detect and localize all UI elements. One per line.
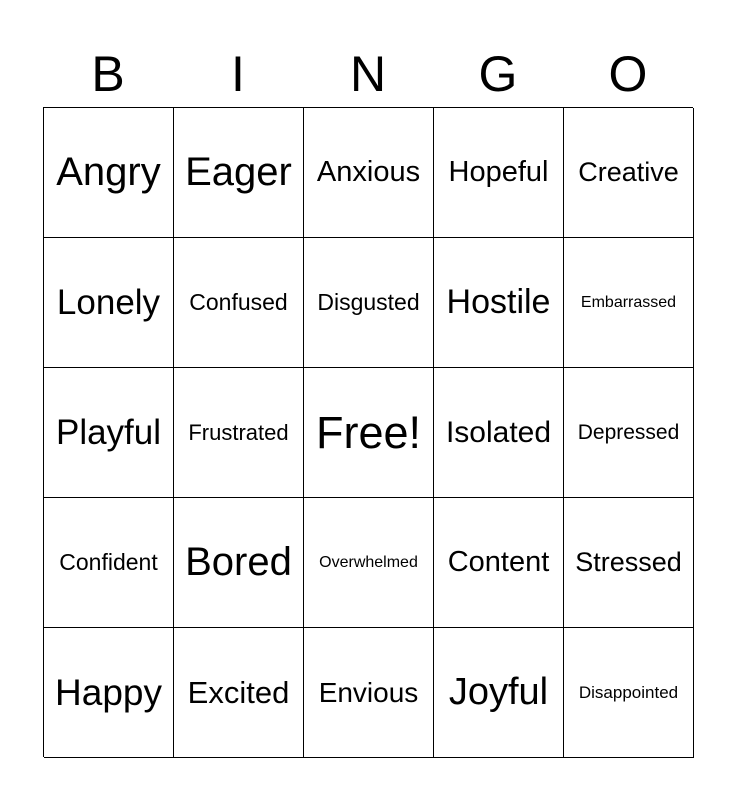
bingo-cell[interactable] bbox=[174, 238, 304, 368]
bingo-cell[interactable] bbox=[434, 108, 564, 238]
cell-label: Disappointed bbox=[578, 682, 679, 702]
cell-label: Frustrated bbox=[188, 419, 289, 445]
cell-label: Excited bbox=[187, 674, 290, 710]
cell-label: Creative bbox=[578, 157, 679, 187]
bingo-cell[interactable] bbox=[174, 628, 304, 758]
bingo-cell[interactable] bbox=[564, 238, 694, 368]
header-letter-n: N bbox=[349, 46, 387, 102]
bingo-cell[interactable] bbox=[564, 498, 694, 628]
bingo-cell[interactable] bbox=[44, 498, 174, 628]
bingo-cell[interactable] bbox=[564, 108, 694, 238]
bingo-cell[interactable] bbox=[434, 238, 564, 368]
bingo-cell[interactable] bbox=[304, 108, 434, 238]
cell-label: Content bbox=[447, 546, 550, 578]
header-letter-b: B bbox=[91, 46, 125, 102]
bingo-cell[interactable] bbox=[44, 368, 174, 498]
header-letter-g: G bbox=[478, 46, 518, 102]
bingo-cell[interactable] bbox=[434, 368, 564, 498]
cell-label: Confident bbox=[59, 549, 158, 575]
bingo-cell[interactable] bbox=[434, 498, 564, 628]
cell-label: Envious bbox=[318, 676, 419, 708]
bingo-cell[interactable] bbox=[44, 108, 174, 238]
cell-label: Angry bbox=[56, 150, 161, 194]
bingo-cell[interactable] bbox=[174, 498, 304, 628]
bingo-cell[interactable] bbox=[44, 238, 174, 368]
bingo-cell[interactable] bbox=[304, 368, 434, 498]
cell-label: Joyful bbox=[448, 671, 549, 713]
bingo-board bbox=[43, 107, 693, 757]
cell-label: Embarrassed bbox=[580, 293, 677, 311]
cell-label: Eager bbox=[185, 150, 292, 194]
bingo-cell[interactable] bbox=[564, 628, 694, 758]
cell-label: Isolated bbox=[445, 415, 552, 449]
cell-label: Happy bbox=[55, 671, 162, 713]
cell-label: Disgusted bbox=[317, 289, 420, 315]
bingo-cell[interactable] bbox=[304, 238, 434, 368]
bingo-cell[interactable] bbox=[434, 628, 564, 758]
cell-label: Hostile bbox=[446, 283, 551, 321]
cell-label: Playful bbox=[55, 412, 162, 452]
bingo-cell[interactable] bbox=[304, 498, 434, 628]
bingo-cell[interactable] bbox=[304, 628, 434, 758]
cell-label: Lonely bbox=[56, 282, 161, 322]
cell-label: Free! bbox=[315, 406, 422, 458]
cell-label: Stressed bbox=[575, 547, 682, 577]
bingo-cell[interactable] bbox=[174, 368, 304, 498]
bingo-header bbox=[43, 44, 693, 104]
cell-label: Depressed bbox=[577, 420, 680, 444]
cell-label: Overwhelmed bbox=[319, 553, 418, 571]
cell-label: Bored bbox=[185, 540, 292, 584]
bingo-cell[interactable] bbox=[564, 368, 694, 498]
header-letter-i: I bbox=[231, 46, 245, 102]
bingo-cell[interactable] bbox=[174, 108, 304, 238]
bingo-cell[interactable] bbox=[44, 628, 174, 758]
cell-label: Hopeful bbox=[448, 156, 549, 188]
cell-label: Anxious bbox=[316, 156, 421, 188]
cell-label: Confused bbox=[189, 289, 288, 315]
header-letter-o: O bbox=[608, 46, 648, 102]
